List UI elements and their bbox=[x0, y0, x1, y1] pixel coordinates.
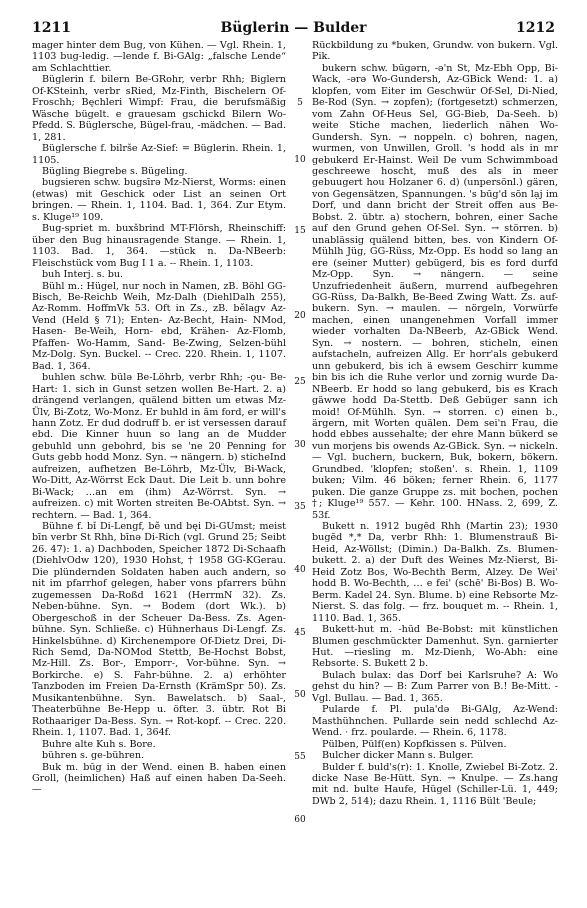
running-header bbox=[32, 20, 555, 40]
entry-paragraph: Pülben, Pülf(en) Kopfkissen s. Pülven. bbox=[322, 738, 507, 750]
entry-paragraph: Bukett n. 1912 bugēd Rhh (Martin 23); 1930 bugēd *,* Da, verbr Rhh: 1. Blumenstrauß Bi-Heid, Az-Wöllst; (Dimin.) Da-Balkh. Zs. Blumen-bukett. 2. a) der Duft des Weines Mz-Nierst, Bi-Heid Zotz Bos, Wo-Bechth Berm, Alzey. De Wei' hodd B. Wo-Bechth, … e fei' (schē' Bi-Bos) B. Wo-Berm. Kadel 24. Syn. Blume. b) eine Rebsorte Mz-Nierst. S. das folg. — frz. bouquet m. -- Rhein. 1, 1110. Bad. 1, 365. bbox=[312, 521, 558, 624]
entry-paragraph: Büglersche f. bilrše Az-Sief: = Büglerin. Rhein. 1, 1105. bbox=[32, 143, 286, 166]
entry-paragraph: Büglerin f. bilern Be-GRohr, verbr Rhh; Biglern Of-KSteinh, verbr sRied, Mz-Finth, Bischelern Of-Froschh; Bęchleri Wimpf: Frau, die berufsmäßig Wäsche bügelt. e grauesam gschickd Bilern Wo-Pfedd. S. Büglersche, Bügel-frau, -mädchen. — Bad. 1, 281. bbox=[32, 74, 286, 143]
entry-paragraph: bühren s. ge-bühren. bbox=[42, 750, 145, 762]
right-column bbox=[312, 40, 558, 807]
line-number: 30 bbox=[294, 440, 306, 450]
entry-paragraph: Bühne f. bǐ Di-Lengf, bẽ und bęi Di-GUmst; meist bīn verbr St Rhh, bīnə Di-Rich (vgl. Grund 25; Seibt 26. 47): 1. a) Dachboden, Speicher 1872 Di-Schaafh (DiehlvOdw 120), 1930 Hohst, † 1958 GG-KGerau. Die plündernden Soldaten haben auch andern, so nit im pfarrhof gelegen, haber vons pfarrers bühn zugemessen Da-Roßd 1621 (HerrmN 32). Zs. Neben-bühne. Syn. → Bodem (dort Wk.). b) Obergeschoß in der Scheuer Da-Bess. Zs. Agen-bühne. Syn. Schließe. c) Hühnerhaus Di-Lengf. Zs. Hinkelsbühne. d) Kirchenempore Of-Dietz Drei, Di-Rich Semd, Da-NOMod Stettb, Be-Hochst Bobst, Mz-Hill. Zs. Bor-, Emporr-, Vor-bühne. Syn. → Borkirche. e) S. Fahr-bühne. 2. a) erhöhter Tanzboden im Freien Da-Ernsth (KrämSpr 50). Zs. Musikantenbühne. Syn. Bawelatsch. b) Saal-, Theaterbühne Be-Hepp u. öfter. 3. übtr. Rot Bi Rothaariger Da-Bess. Syn. → Rot-kopf. -- Crec. 220. Rhein. 1, 1107. Bad. 1, 364f. bbox=[32, 521, 286, 739]
line-number: 25 bbox=[294, 377, 306, 387]
line-number: 20 bbox=[294, 311, 306, 321]
entry-paragraph: Buhre alte Kuh s. Bore. bbox=[42, 738, 156, 750]
entry-paragraph: Bukett-hut m. -hūd Be-Bobst: mit künstlichen Blumen geschmückter Damenhut. Syn. garnierter Hut. —riesling m. Mz-Dienh, Wo-Abh: eine Rebsorte. S. Bukett 2 b. bbox=[312, 624, 558, 670]
line-number: 45 bbox=[294, 628, 306, 638]
line-number: 15 bbox=[294, 226, 306, 236]
entry-paragraph: buhlen schw. bülə Be-Löhrb, verbr Rhh; -ǫu- Be-Hart: 1. sich in Gunst setzen wollen Be-Hart. 2. a) drängend verlangen, quälend bitten um etwas Mz-Ülv, Bi-Zotz, Wo-Monz. Er buhld in ām ford, er will's hann Zotz. Er dud dodruff b. er ist versessen darauf ebd. Die Kinner huun so lang an de Mudder gebuhld unn gebohrd, bis se 'ne 20 Penning for Guts gebb hodd Monz. Syn. → nängern. b) sticheInd aufreizen, aufhetzen Be-Löhrb, Mz-Ülv, Bi-Wack, Wo-Ditt, Az-Wörrst Eck Daut. Die Leit b. unn bohre Bi-Wack; …an em (ihm) Az-Wörrst. Syn. → aufreizen. c) mit Worten streiten Be-OAbtst. Syn. → rechtern. — Bad. 1, 364. bbox=[32, 372, 286, 521]
header-title: Büglerin — Bulder bbox=[220, 20, 367, 36]
line-number: 5 bbox=[297, 98, 303, 108]
entry-paragraph: bugsieren schw. bugsīrə Mz-Nierst, Worms: einen (etwas) mit Geschick oder List an seinen Ort bringen. — Rhein. 1, 1104. Bad. 1, 364. Zur Etym. s. Kluge¹⁹ 109. bbox=[32, 177, 286, 223]
entry-paragraph: Bügling Biegrebe s. Bügeling. bbox=[42, 165, 188, 177]
line-number: 50 bbox=[294, 690, 306, 700]
entry-paragraph: Buk m. būg in der Wend. einen B. haben einen Groll, (heimlichen) Haß auf einen haben Da-Seeh. — bbox=[32, 761, 286, 796]
entry-paragraph: Bulder f. buld's(r): 1. Knolle, Zwiebel Bi-Zotz. 2. dicke Nase Be-Hütt. Syn. → Knulpe. — Zs.hang mit nd. bulte Haufe, Hügel (Schiller-Lü. 1, 449; DWb 2, 514); dazu Rhein. 1, 1116 Bült 'Beule; bbox=[312, 761, 558, 807]
left-column bbox=[32, 40, 286, 796]
entry-paragraph: Bulach bulax: das Dorf bei Karlsruhe? A: Wo gehst du hin? — B: Zum Parrer von B.! Be-Mitt. - Vgl. Bullau. — Bad. 1, 365. bbox=[312, 669, 558, 704]
line-number: 55 bbox=[294, 752, 306, 762]
entry-paragraph: mager hinter dem Bug, von Kühen. — Vgl. Rhein. 1, 1103 bug-ledig. —lende f. Bi-GAlg: „falsche Lende“ am Schlachttier. bbox=[32, 40, 286, 74]
entry-paragraph: Bühl m.: Hügel, nur noch in Namen, zB. Böhl GG-Bisch, Be-Reichb Weih, Mz-Dalh (DiehlDalh 255), Az-Romm. HoffmVk 53. Oft in Zs., zB. bělagv Az-Vend (Held § 71); Enten- Az-Becht, Hain- NMod, Hasen- Be-Weih, Horn- ebd, Krähen- Az-Flomb, Pfaffen- Wo-Hamm, Sand- Be-Zwing, Selzen-bühl Mz-Dolg. Syn. Buckel. -- Crec. 220. Rhein. 1, 1107. Bad. 1, 364. bbox=[32, 280, 286, 372]
entry-paragraph: Rückbildung zu *buken, Grundw. von bukern. Vgl. Pik. bbox=[312, 40, 558, 63]
line-number: 35 bbox=[294, 502, 306, 512]
entry-paragraph: buh Interj. s. bu. bbox=[42, 269, 124, 281]
line-number: 10 bbox=[294, 155, 306, 165]
page-number-left: 1211 bbox=[32, 20, 71, 36]
entry-paragraph: bukern schw. būgərn, -ə'n St, Mz-Ebh Opp, Bi-Wack, -ərə Wo-Gundersh, Az-GBick Wend: 1. a) klopfen, vom Eiter im Geschwür Of-Sel, Di-Nied, Be-Rod (Syn. → zopfen); (fortgesetzt) schmerzen, vom Zahn Of-Heus Sel, GG-Bieb, Da-Seeh. b) weite Stiche machen, liederlich nähen Wo-Gundersh. Syn. → noppeln. c) bohren, nagen, wurmen, von Unwillen, Groll. 's hodd als in mr gebukerd Er-Hainst. Weil De vum Schwimmboad geschreewe hoscht, muß des als in meer gebuugert hou Holzaner 6. d) (unpersönl.) gären, von Gegensätzen, Spannungen. 's būg'd sōn lạj im Dorf, und dann bricht der Streit offen aus Be-Bobst. 2. übtr. a) stochern, bohren, einer Sache auf den Grund gehen Of-Sel. Syn. → störren. b) unablässig quälend bitten, bes. von Kindern Of-Mühlh Jüg, GG-Rüss, Mz-Opp. Es hodd so lang an ere (seiner Mutter) gebügerd, bis es ford durfd Mz-Opp. Syn. → nängern. — seine Unzufriedenheit äußern, murrend aufbegehren GG-Rüss, Da-Balkh, Be-Beed Zwing Watt. Zs. auf-bukern. Syn. → maulen. — nörgeln, Vorwürfe machen, einen unangenehmen Vorfall immer wieder vorhalten Da-NBeerb, Az-GBick Wend. Syn. → nostern. — bohren, sticheln, einen aufstacheln, aufreizen Allg. Er horr'als gebukerd unn gebukerd, bis ich ä ewsem Geschirr kumme bin bis ich die Ruhe verlor und zornig wurde Da-NBeerb. Er hodd so lang gebukerd, bis es Krach gäwwe hodd Da-Stettb. Deß Gebüger sann ich moid! Of-Mühlh. Syn. → storren. c) einen b., ärgern, mit Worten quälen. Dem sei'n Frau, die hodd ebbes aussehalte; der ehre Mann bükerd se vun morjens bis owends Az-GBick. Syn. → nickeln. — Vgl. buchern, buckern, Buk, bokern, bökern. Grundbed. 'klopfen; stoßen'. s. Rhein. 1, 1109 buken; Vilm. 46 böken; ferner Rhein. 6, 1177 puken. Die ganze Gruppe zs. mit bochen, pochen †; Kluge¹⁹ 557. — Kehr. 100. HNass. 2, 699, Z. 53f. bbox=[312, 62, 558, 521]
line-number: 40 bbox=[294, 565, 306, 575]
line-number: 60 bbox=[294, 815, 306, 825]
entry-paragraph: Bulcher dicker Mann s. Bulger. bbox=[322, 750, 474, 762]
entry-paragraph: Pularde f. Pl. pula'də Bi-GAlg, Az-Wend: Masthühnchen. Pullarde sein nedd schlechd Az-Wend. · frz. poularde. — Rhein. 6, 1178. bbox=[312, 704, 558, 739]
entry-paragraph: Bug-spriet m. buxšbrind MT-Flörsh, Rheinschiff: über den Bug hinausragende Stange. — Rhein. 1, 1103. Bad. 1, 364. —stück n. Da-NBeerb: Fleischstück vom Bug I 1 a. -- Rhein. 1, 1103. bbox=[32, 223, 286, 269]
page-number-right: 1212 bbox=[516, 20, 555, 36]
